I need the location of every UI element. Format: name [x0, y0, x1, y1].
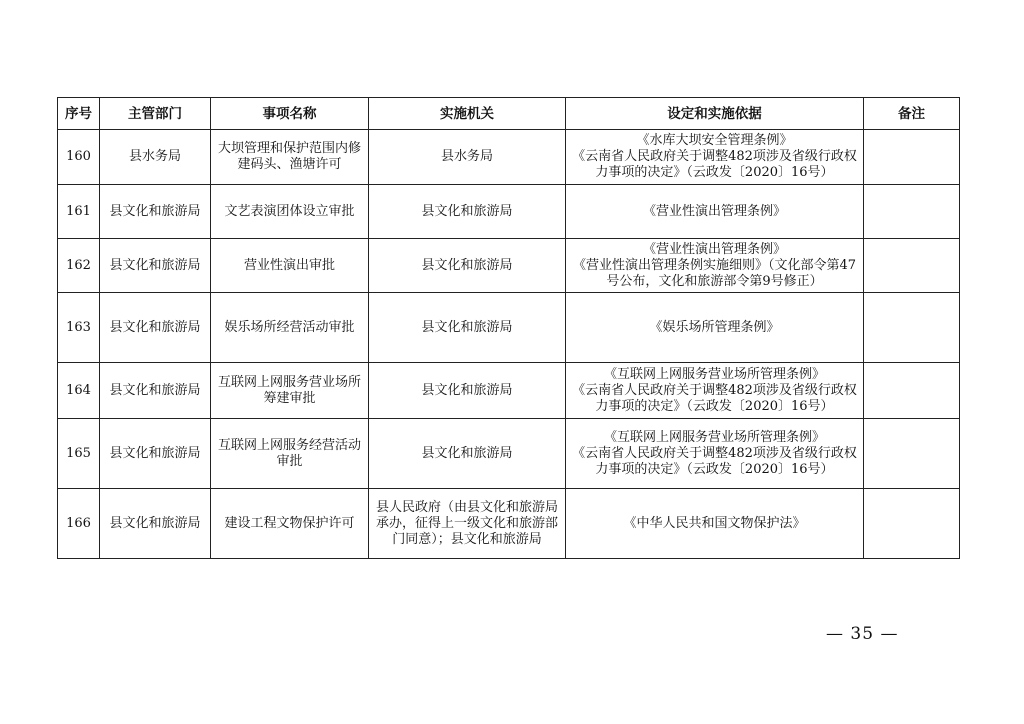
basis-cell [566, 185, 864, 239]
table-row [58, 130, 960, 185]
agency-cell: 县人民政府（由县文化和旅游局承办，征得上一级文化和旅游部门同意）；县文化和旅游局 [369, 489, 566, 559]
basis-line: 《云南省人民政府关于调整482项涉及省级行政权力事项的决定》（云政发〔2020〕16号） [572, 149, 857, 180]
header-serial: 序号 [58, 98, 100, 130]
serial-cell: 162 [58, 239, 100, 293]
note-cell [864, 363, 960, 419]
note-cell [864, 489, 960, 559]
department-cell: 县文化和旅游局 [100, 419, 211, 489]
serial-cell: 161 [58, 185, 100, 239]
serial-cell: 165 [58, 419, 100, 489]
basis-line: 《互联网上网服务营业场所管理条例》 [603, 429, 825, 445]
basis-line: 《水库大坝安全管理条例》 [636, 133, 793, 148]
agency-cell: 县水务局 [369, 130, 566, 185]
agency-cell: 县文化和旅游局 [369, 363, 566, 419]
basis-line: 《云南省人民政府关于调整482项涉及省级行政权力事项的决定》（云政发〔2020〕16号） [572, 382, 857, 414]
department-cell: 县文化和旅游局 [100, 239, 211, 293]
department-cell: 县文化和旅游局 [100, 185, 211, 239]
note-cell [864, 293, 960, 363]
item-name-cell: 娱乐场所经营活动审批 [211, 293, 369, 363]
item-name-cell: 大坝管理和保护范围内修建码头、渔塘许可 [211, 130, 369, 185]
table-row [58, 293, 960, 363]
item-name-cell: 文艺表演团体设立审批 [211, 185, 369, 239]
basis-line: 《互联网上网服务营业场所管理条例》 [603, 366, 825, 382]
basis-line: 《营业性演出管理条例》 [642, 203, 786, 219]
item-name-cell: 建设工程文物保护许可 [211, 489, 369, 559]
note-cell [864, 239, 960, 293]
serial-cell: 166 [58, 489, 100, 559]
basis-line: 《娱乐场所管理条例》 [649, 319, 780, 335]
serial-cell: 163 [58, 293, 100, 363]
item-name-cell: 互联网上网服务经营活动审批 [211, 419, 369, 489]
agency-cell: 县文化和旅游局 [369, 185, 566, 239]
permissions-table [57, 97, 960, 559]
basis-line: 《营业性演出管理条例》 [642, 241, 786, 257]
table-row [58, 363, 960, 419]
basis-cell [566, 419, 864, 489]
agency-cell: 县文化和旅游局 [369, 239, 566, 293]
page-number: — 35 — [826, 624, 899, 644]
basis-line: 《中华人民共和国文物保护法》 [623, 515, 806, 531]
note-cell [864, 419, 960, 489]
basis-line: 《云南省人民政府关于调整482项涉及省级行政权力事项的决定》（云政发〔2020〕16号） [572, 445, 857, 477]
agency-cell: 县文化和旅游局 [369, 419, 566, 489]
note-cell [864, 185, 960, 239]
agency-cell: 县文化和旅游局 [369, 293, 566, 363]
item-name-cell: 营业性演出审批 [211, 239, 369, 293]
department-cell: 县文化和旅游局 [100, 293, 211, 363]
serial-cell: 164 [58, 363, 100, 419]
item-name-cell: 互联网上网服务营业场所筹建审批 [211, 363, 369, 419]
department-cell: 县文化和旅游局 [100, 363, 211, 419]
note-cell [864, 130, 960, 185]
header-basis: 设定和实施依据 [566, 98, 864, 130]
table-row [58, 419, 960, 489]
table-row [58, 489, 960, 559]
header-department: 主管部门 [100, 98, 211, 130]
serial-cell: 160 [58, 130, 100, 185]
basis-cell [566, 489, 864, 559]
header-agency: 实施机关 [369, 98, 566, 130]
basis-cell [566, 293, 864, 363]
header-note: 备注 [864, 98, 960, 130]
basis-cell [566, 239, 864, 293]
table-row [58, 239, 960, 293]
department-cell: 县水务局 [100, 130, 211, 185]
basis-line: 《营业性演出管理条例实施细则》（文化部令第47号公布，文化和旅游部令第9号修正） [572, 257, 857, 289]
basis-cell [566, 130, 864, 185]
department-cell: 县文化和旅游局 [100, 489, 211, 559]
table-body [58, 130, 960, 559]
basis-cell [566, 363, 864, 419]
table-header-row [58, 98, 960, 130]
table-row [58, 185, 960, 239]
header-item-name: 事项名称 [211, 98, 369, 130]
